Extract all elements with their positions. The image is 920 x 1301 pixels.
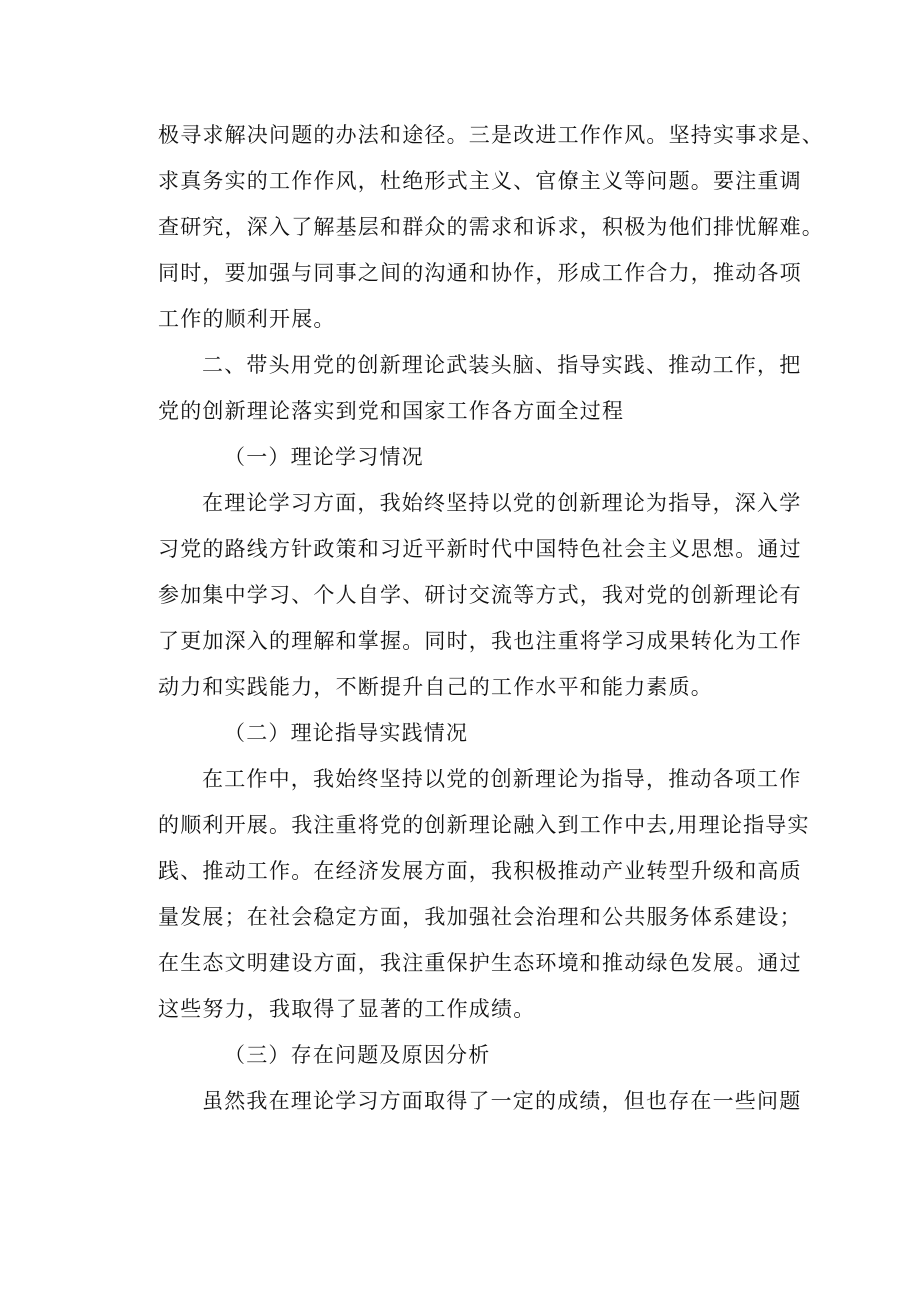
subsection-heading: （一）理论学习情况 — [224, 445, 424, 469]
paragraph-line: 同时，要加强与同事之间的沟通和协作，形成工作合力，推动各项 — [158, 261, 802, 285]
paragraph-line: 践、推动工作。在经济发展方面，我积极推动产业转型升级和高质 — [158, 859, 802, 883]
paragraph-line: 极寻求解决问题的办法和途径。三是改进工作作风。坚持实事求是、 — [158, 123, 824, 147]
paragraph-line: 求真务实的工作作风，杜绝形式主义、官僚主义等问题。要注重调 — [158, 169, 802, 193]
paragraph-line: 量发展；在社会稳定方面，我加强社会治理和公共服务体系建设； — [158, 905, 802, 929]
paragraph-line: 虽然我在理论学习方面取得了一定的成绩，但也存在一些问题 — [202, 1089, 802, 1113]
paragraph-line: 在工作中，我始终坚持以党的创新理论为指导，推动各项工作 — [202, 767, 802, 791]
subsection-heading: （三）存在问题及原因分析 — [224, 1043, 491, 1067]
paragraph-line: 了更加深入的理解和掌握。同时，我也注重将学习成果转化为工作 — [158, 629, 802, 653]
subsection-heading: （二）理论指导实践情况 — [224, 721, 469, 745]
paragraph-line: 在生态文明建设方面，我注重保护生态环境和推动绿色发展。通过 — [158, 951, 802, 975]
paragraph-line: 参加集中学习、个人自学、研讨交流等方式，我对党的创新理论有 — [158, 583, 802, 607]
document-body — [158, 112, 824, 1124]
paragraph-line: 查研究，深入了解基层和群众的需求和诉求，积极为他们排忧解难。 — [158, 215, 824, 239]
paragraph-line: 的顺利开展。我注重将党的创新理论融入到工作中去,用理论指导实 — [158, 813, 810, 837]
paragraph-line: 习党的路线方针政策和习近平新时代中国特色社会主义思想。通过 — [158, 537, 802, 561]
paragraph-line: 这些努力，我取得了显著的工作成绩。 — [158, 997, 536, 1021]
paragraph-line: 在理论学习方面，我始终坚持以党的创新理论为指导，深入学 — [202, 491, 802, 515]
paragraph-line: 工作的顺利开展。 — [158, 307, 336, 331]
section-heading-continued: 党的创新理论落实到党和国家工作各方面全过程 — [158, 399, 625, 423]
section-heading: 二、带头用党的创新理论武装头脑、指导实践、推动工作，把 — [202, 353, 802, 377]
paragraph-line: 动力和实践能力，不断提升自己的工作水平和能力素质。 — [158, 675, 713, 699]
